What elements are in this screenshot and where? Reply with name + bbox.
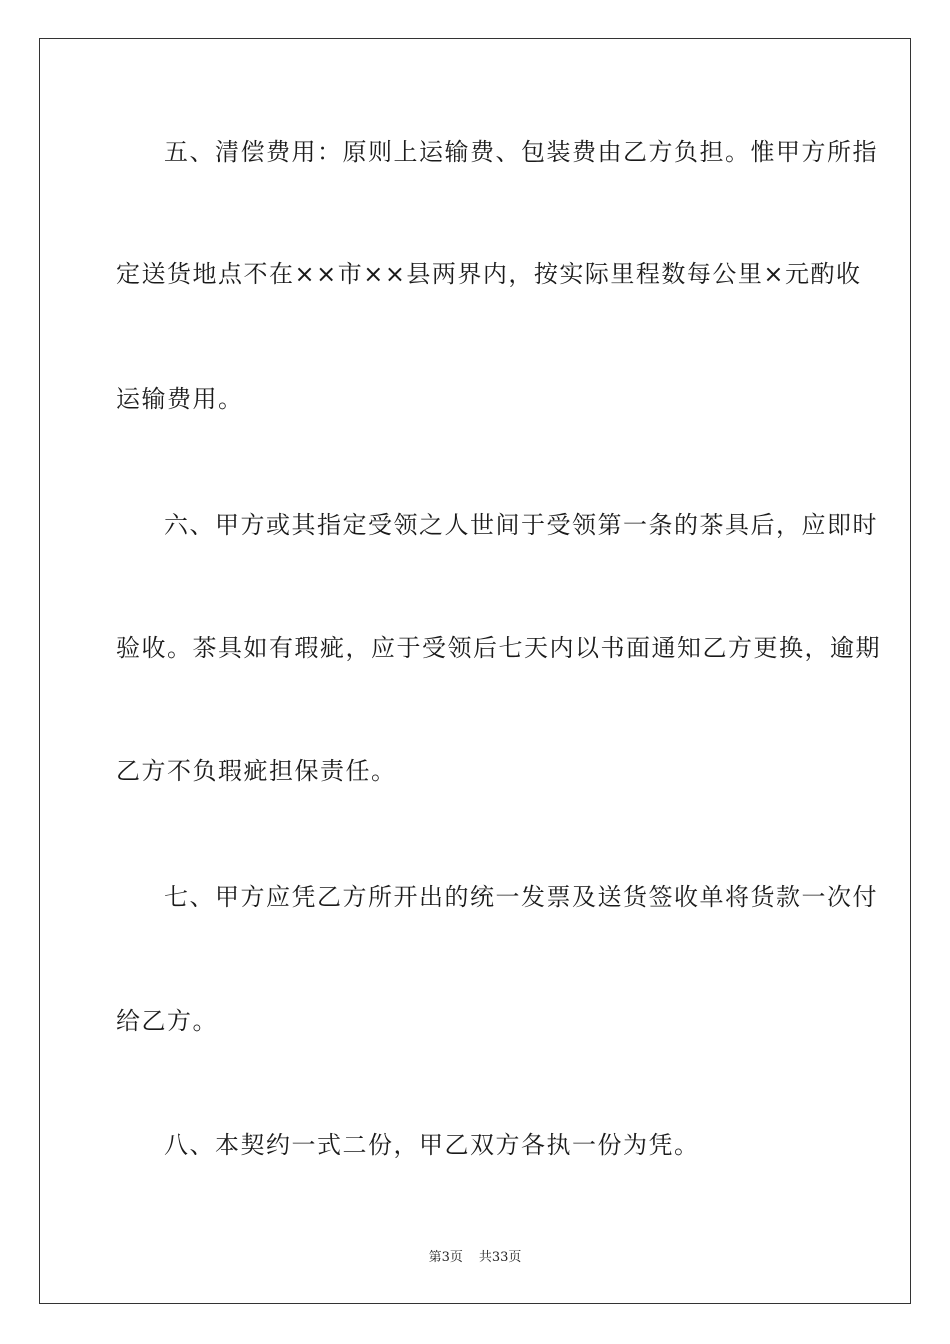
paragraph-7-line-2: 给乙方。: [116, 1007, 218, 1035]
paragraph-7-line-1: 七、甲方应凭乙方所开出的统一发票及送货签收单将货款一次付: [164, 883, 878, 911]
paragraph-8-line-1: 八、本契约一式二份，甲乙双方各执一份为凭。: [164, 1131, 700, 1159]
paragraph-5-line-3: 运输费用。: [116, 385, 244, 413]
paragraph-6-line-2: 验收。茶具如有瑕疵，应于受领后七天内以书面通知乙方更换，逾期: [116, 634, 881, 662]
paragraph-5-line-2: 定送货地点不在××市××县两界内，按实际里程数每公里×元酌收: [116, 260, 862, 288]
page-number: 第3页: [428, 1250, 463, 1265]
page-border: [39, 38, 911, 1304]
paragraph-6-line-1: 六、甲方或其指定受领之人世间于受领第一条的茶具后，应即时: [164, 511, 878, 539]
page-footer: [0, 1246, 950, 1265]
paragraph-5-line-1: 五、清偿费用：原则上运输费、包装费由乙方负担。惟甲方所指: [164, 138, 878, 166]
page-total: 共33页: [478, 1250, 522, 1265]
paragraph-6-line-3: 乙方不负瑕疵担保责任。: [116, 757, 397, 785]
